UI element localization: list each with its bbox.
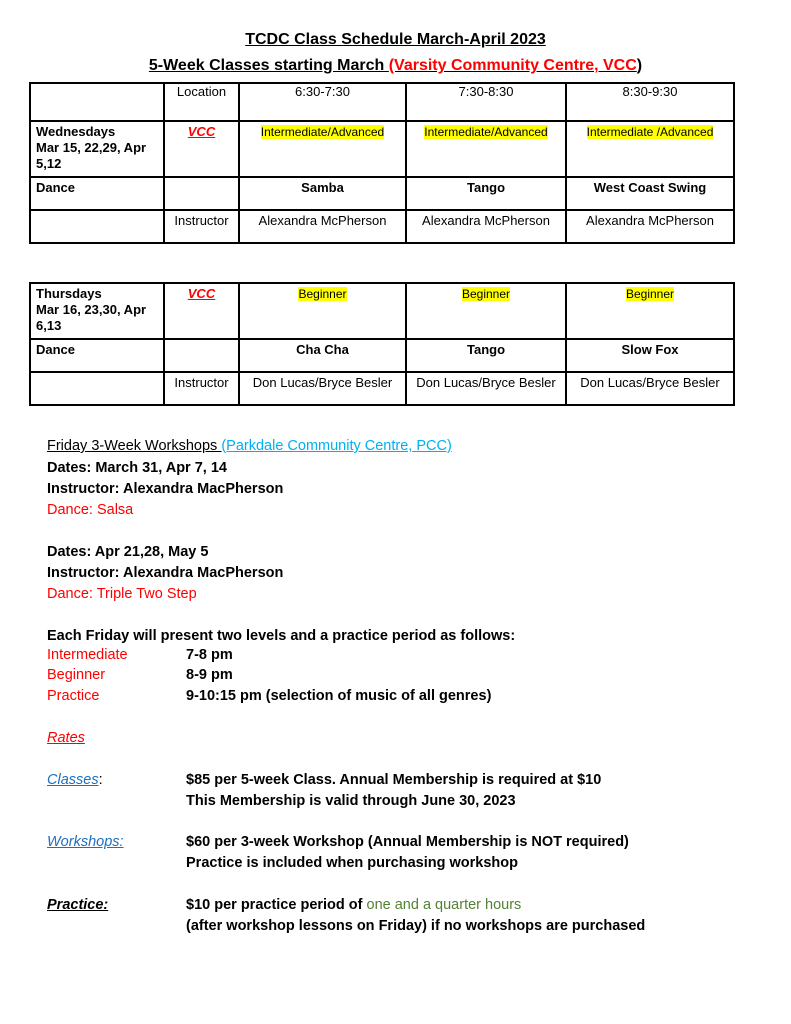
dance-cell: Tango: [406, 339, 566, 372]
header-time-3: 8:30-9:30: [566, 83, 734, 121]
level-highlight: Beginner: [461, 287, 511, 301]
instructor-cell: Don Lucas/Bryce Besler: [239, 372, 406, 405]
level-cell: [406, 283, 566, 339]
level-time-practice: 9-10:15 pm (selection of music of all genres): [186, 688, 492, 704]
practice-rate-label: Practice:: [47, 897, 109, 913]
page-subtitle: 5-Week Classes starting March (Varsity Community Centre, VCC): [148, 57, 643, 74]
workshops-rate-line2: Practice is included when purchasing workshop: [186, 855, 518, 871]
table-row: [30, 339, 734, 372]
dance-cell: West Coast Swing: [566, 177, 734, 210]
table-row: [30, 210, 734, 243]
table-row: [30, 121, 734, 177]
level-time-intermediate: 7-8 pm: [186, 647, 233, 663]
location-cell: VCC: [164, 283, 239, 339]
subtitle-venue: (Varsity Community Centre, VCC: [388, 57, 637, 74]
workshops-rate-label[interactable]: Workshops:: [47, 834, 124, 850]
blank-cell: [164, 177, 239, 210]
level-highlight: Intermediate/Advanced: [260, 125, 385, 139]
table-row: [30, 177, 734, 210]
header-time-1: 6:30-7:30: [239, 83, 406, 121]
classes-rate-line1: $85 per 5-week Class. Annual Membership is required at $10: [186, 772, 602, 788]
level-cell: [239, 283, 406, 339]
level-cell: [239, 121, 406, 177]
header-time-2: 7:30-8:30: [406, 83, 566, 121]
level-cell: [566, 121, 734, 177]
instructor-label: Instructor: [164, 372, 239, 405]
rates-heading: Rates: [47, 730, 85, 746]
day-dates: Mar 15, 22,29, Apr 5,12: [36, 140, 147, 171]
day-dates: Mar 16, 23,30, Apr 6,13: [36, 302, 147, 333]
workshop2-instructor: Instructor: Alexandra MacPherson: [47, 565, 284, 581]
instructor-label: Instructor: [164, 210, 239, 243]
dance-label: Dance: [30, 177, 164, 210]
header-location: Location: [164, 83, 239, 121]
practice-rate-line2: (after workshop lessons on Friday) if no workshops are purchased: [186, 918, 646, 934]
workshop2-dates: Dates: Apr 21,28, May 5: [47, 544, 209, 560]
instructor-cell: Alexandra McPherson: [239, 210, 406, 243]
day-name: Wednesdays: [36, 124, 116, 139]
wednesday-schedule-table: [29, 82, 735, 244]
level-name-practice: Practice: [47, 688, 100, 704]
header-blank-cell: [30, 83, 164, 121]
classes-rate-line2: This Membership is valid through June 30, 2023: [186, 793, 516, 809]
practice-rate-line1: $10 per practice period of one and a quarter hours: [186, 897, 522, 913]
level-time-beginner: 8-9 pm: [186, 667, 233, 683]
level-highlight: Beginner: [625, 287, 675, 301]
level-highlight: Beginner: [298, 287, 347, 301]
level-cell: [406, 121, 566, 177]
level-name-beginner: Beginner: [47, 667, 106, 683]
instructor-cell: Alexandra McPherson: [566, 210, 734, 243]
thursday-schedule-table: [29, 282, 735, 406]
location-cell: VCC: [164, 121, 239, 177]
dance-cell: Slow Fox: [566, 339, 734, 372]
table-header-row: [30, 83, 734, 121]
level-cell: [566, 283, 734, 339]
day-cell: [30, 283, 164, 339]
table-row: [30, 372, 734, 405]
level-highlight: Intermediate /Advanced: [586, 125, 714, 139]
dance-cell: Tango: [406, 177, 566, 210]
instructor-cell: Don Lucas/Bryce Besler: [406, 372, 566, 405]
workshops-rate-line1: $60 per 3-week Workshop (Annual Membership is NOT required): [186, 834, 629, 850]
dance-cell: Cha Cha: [239, 339, 406, 372]
friday-intro: Each Friday will present two levels and a practice period as follows:: [47, 628, 516, 644]
workshop1-dates: Dates: March 31, Apr 7, 14: [47, 460, 227, 476]
instructor-cell: Alexandra McPherson: [406, 210, 566, 243]
workshops-venue-link[interactable]: (Parkdale Community Centre, PCC): [221, 438, 452, 454]
workshop1-instructor: Instructor: Alexandra MacPherson: [47, 481, 284, 497]
workshop2-dance: Dance: Triple Two Step: [47, 586, 197, 602]
level-name-intermediate: Intermediate: [47, 647, 128, 663]
classes-rate-label: Classes:: [47, 772, 103, 788]
day-cell: [30, 121, 164, 177]
dance-label: Dance: [30, 339, 164, 372]
instructor-cell: Don Lucas/Bryce Besler: [566, 372, 734, 405]
day-name: Thursdays: [36, 286, 102, 301]
blank-cell: [30, 210, 164, 243]
level-highlight: Intermediate/Advanced: [424, 125, 548, 139]
table-row: [30, 283, 734, 339]
blank-cell: [30, 372, 164, 405]
page-title: TCDC Class Schedule March-April 2023: [245, 31, 546, 48]
dance-cell: Samba: [239, 177, 406, 210]
practice-duration: one and a quarter hours: [366, 897, 522, 913]
workshop1-dance: Dance: Salsa: [47, 502, 134, 518]
blank-cell: [164, 339, 239, 372]
workshops-heading: Friday 3-Week Workshops (Parkdale Community Centre, PCC): [47, 438, 452, 454]
